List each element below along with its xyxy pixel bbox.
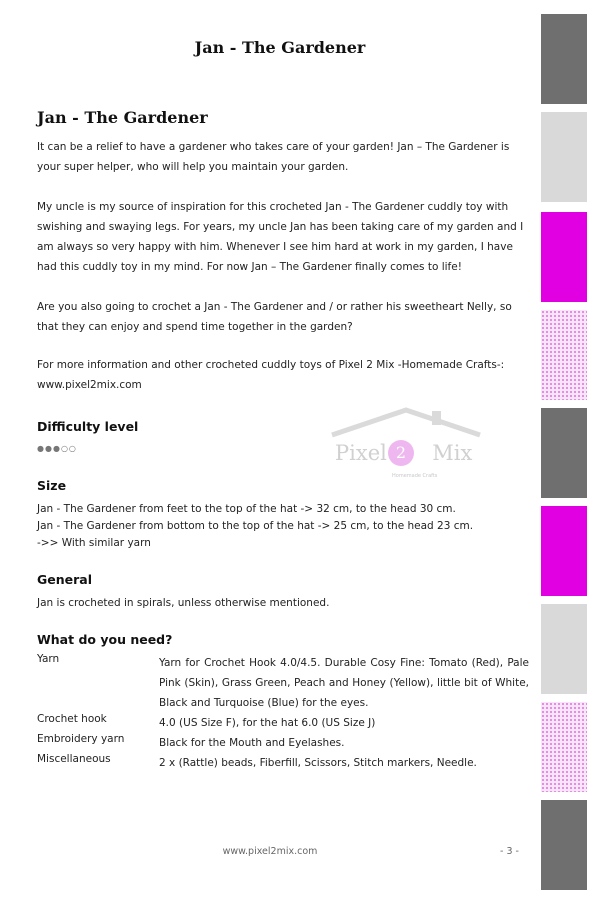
sidebar-block xyxy=(541,408,587,498)
needs-label: Miscellaneous xyxy=(37,753,111,765)
needs-label: Crochet hook xyxy=(37,713,107,725)
intro-paragraph-2: My uncle is my source of inspiration for this crocheted Jan - The Gardener cuddly toy with swishing and swaying legs. For years, my uncle Jan has been taking care of my garden and I am always so very happy with him. Whenever I see him hard at work in my garden, I have had this cuddly toy in my mind. For now Jan – The Gardener finally comes to life! xyxy=(37,201,524,273)
intro-paragraph-1: It can be a relief to have a gardener who takes care of your garden! Jan – The Gardener is your super helper, who will help you maintain your garden. xyxy=(37,141,510,173)
intro-heading: Jan - The Gardener xyxy=(37,108,208,127)
size-heading: Size xyxy=(37,478,67,493)
sidebar-block xyxy=(541,212,587,302)
sidebar-block xyxy=(541,506,587,596)
house-roof-icon xyxy=(330,405,485,445)
needs-label: Embroidery yarn xyxy=(37,733,125,745)
size-line-2: Jan - The Gardener from bottom to the top of the hat -> 25 cm, to the head 23 cm. xyxy=(37,520,474,532)
general-heading: General xyxy=(37,572,92,587)
footer-page-number: - 3 - xyxy=(500,846,519,857)
difficulty-rating: ●●●○○ xyxy=(37,444,77,453)
watermark-tagline: Homemade Crafts xyxy=(392,473,438,479)
sidebar-block xyxy=(541,800,587,890)
watermark-word-pixel: Pixel xyxy=(335,441,387,465)
needs-value: Black for the Mouth and Eyelashes. xyxy=(159,737,345,749)
needs-label: Yarn xyxy=(37,653,60,665)
general-text: Jan is crocheted in spirals, unless otherwise mentioned. xyxy=(37,597,330,609)
needs-value: 2 x (Rattle) beads, Fiberfill, Scissors, Stitch markers, Needle. xyxy=(159,757,477,769)
needs-value: Yarn for Crochet Hook 4.0/4.5. Durable Cosy Fine: Tomato (Red), Pale Pink (Skin), Grass Green, Peach and Honey (Yellow), little bit of White, Black and Turquoise (Blue) for the eyes. xyxy=(159,657,529,709)
size-line-3: ->> With similar yarn xyxy=(37,537,151,549)
watermark-number-badge: 2 xyxy=(388,440,414,466)
sidebar-block xyxy=(541,14,587,104)
intro-paragraph-4: For more information and other crocheted cuddly toys of Pixel 2 Mix -Homemade Crafts-: www.pixel2mix.com xyxy=(37,359,505,391)
footer-url: www.pixel2mix.com xyxy=(222,846,318,857)
needs-heading: What do you need? xyxy=(37,632,173,647)
size-line-1: Jan - The Gardener from feet to the top of the hat -> 32 cm, to the head 30 cm. xyxy=(37,503,456,515)
page-header-title: Jan - The Gardener xyxy=(194,38,366,57)
intro-paragraph-3: Are you also going to crochet a Jan - The Gardener and / or rather his sweetheart Nelly, so that they can enjoy and spend time together in the garden? xyxy=(37,301,512,333)
sidebar-block xyxy=(541,702,587,792)
difficulty-heading: Difficulty level xyxy=(37,419,139,434)
sidebar-block xyxy=(541,604,587,694)
needs-value: 4.0 (US Size F), for the hat 6.0 (US Size J) xyxy=(159,717,376,729)
sidebar-block xyxy=(541,112,587,202)
watermark-word-mix: Mix xyxy=(432,441,473,465)
pixel2mix-watermark-logo xyxy=(330,405,485,495)
sidebar-block xyxy=(541,310,587,400)
